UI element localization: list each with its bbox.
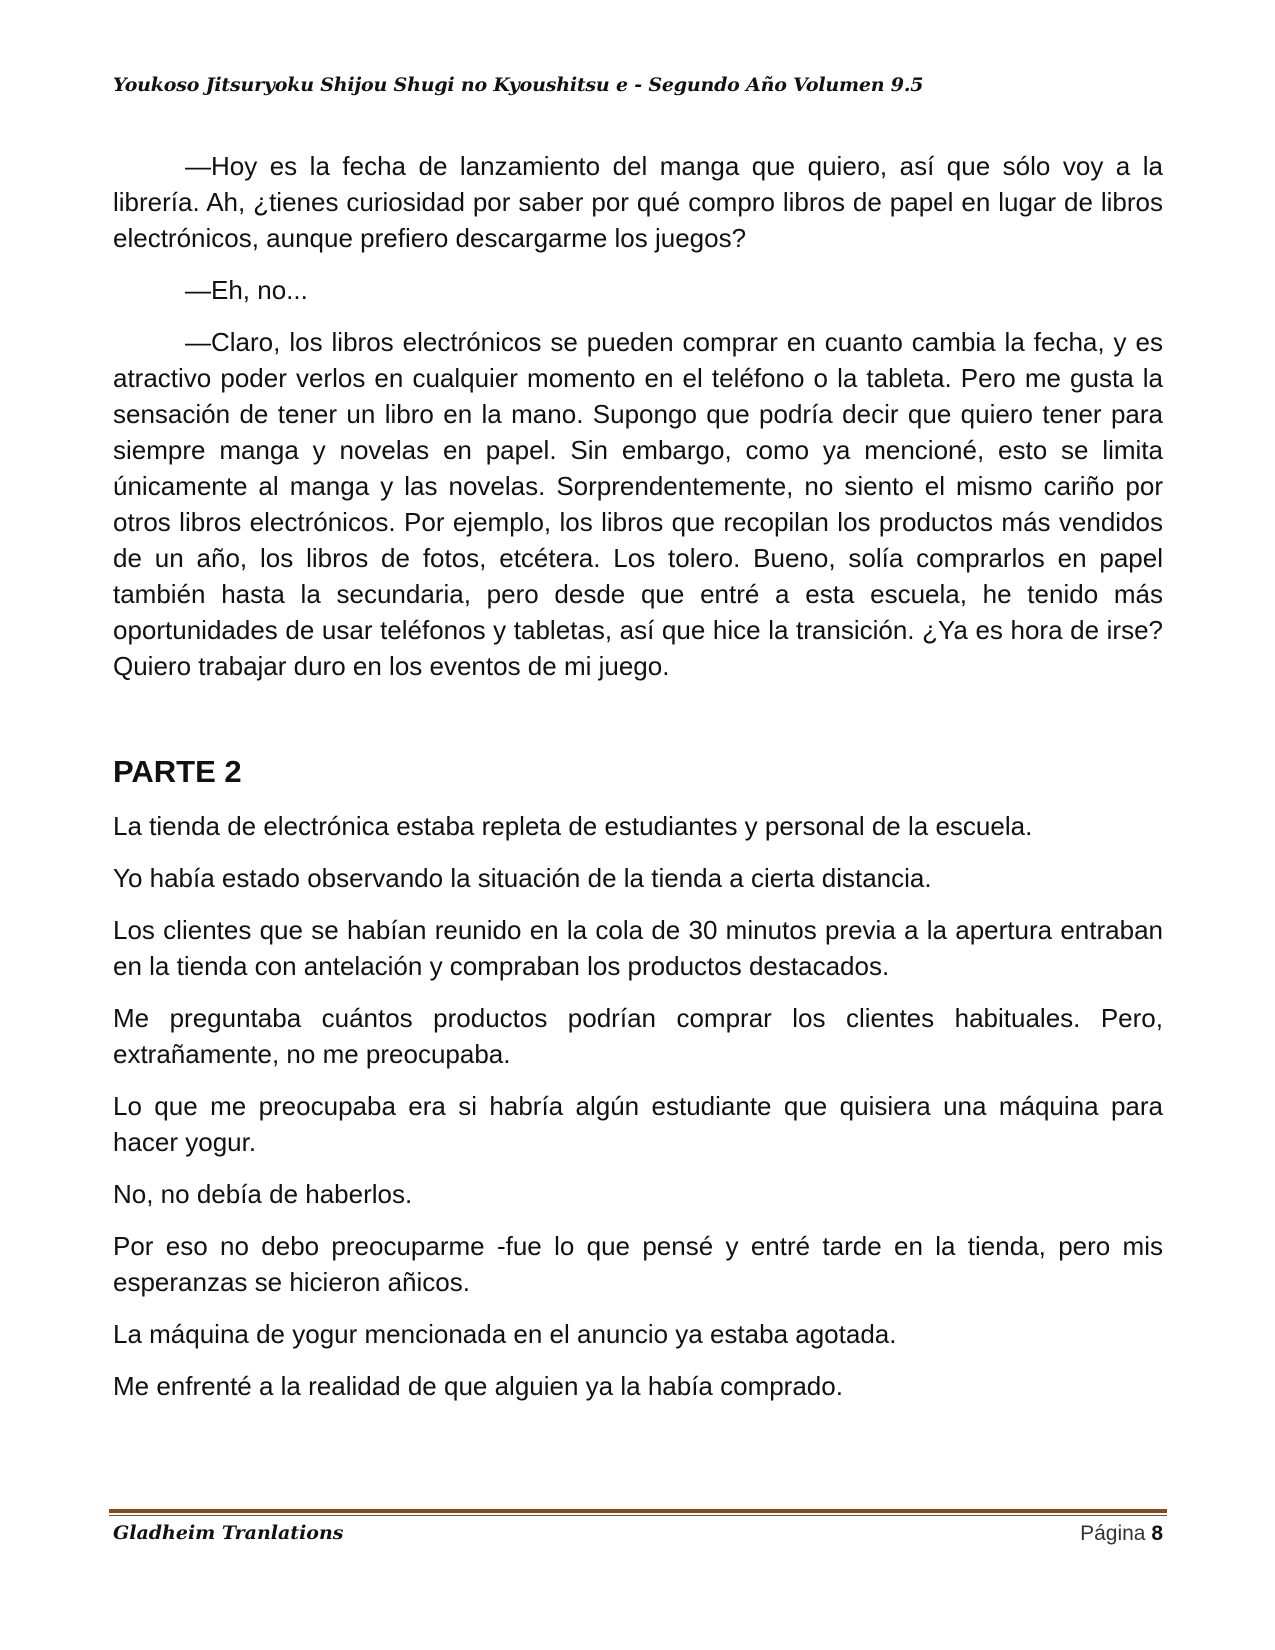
footer-divider (109, 1509, 1167, 1516)
footer-translator-credit: Gladheim Tranlations (113, 1522, 344, 1544)
running-header: Youkoso Jitsuryoku Shijou Shugi no Kyoushitsu e - Segundo Año Volumen 9.5 (113, 74, 924, 96)
body-text (113, 148, 1163, 1420)
narrative-paragraph: Me enfrenté a la realidad de que alguien ya la había comprado. (113, 1371, 843, 1401)
narrative-paragraph: La máquina de yogur mencionada en el anuncio ya estaba agotada. (113, 1319, 897, 1349)
page-label: Página (1080, 1522, 1146, 1545)
narrative-paragraph: Los clientes que se habían reunido en la cola de 30 minutos previa a la apertura entraban en la tienda con antelación y compraban los productos destacados. (113, 915, 1163, 981)
dialogue-paragraph: —Hoy es la fecha de lanzamiento del manga que quiero, así que sólo voy a la librería. Ah, ¿tienes curiosidad por saber por qué compro libros de papel en lugar de libros electrónicos, aunque prefiero descargarme los juegos? (113, 151, 1163, 253)
page-footer (113, 1522, 1163, 1550)
page-number-value: 8 (1151, 1522, 1163, 1545)
narrative-paragraph: Me preguntaba cuántos productos podrían comprar los clientes habituales. Pero, extrañamente, no me preocupaba. (113, 1003, 1163, 1069)
narrative-paragraph: Lo que me preocupaba era si habría algún estudiante que quisiera una máquina para hacer yogur. (113, 1091, 1163, 1157)
narrative-paragraph: Por eso no debo preocuparme -fue lo que pensé y entré tarde en la tienda, pero mis esperanzas se hicieron añicos. (113, 1231, 1163, 1297)
dialogue-paragraph: —Claro, los libros electrónicos se pueden comprar en cuanto cambia la fecha, y es atractivo poder verlos en cualquier momento en el teléfono o la tableta. Pero me gusta la sensación de tener un libro en la mano. Supongo que podría decir que quiero tener para siempre manga y novelas en papel. Sin embargo, como ya mencioné, esto se limita únicamente al manga y las novelas. Sorprendentemente, no siento el mismo cariño por otros libros electrónicos. Por ejemplo, los libros que recopilan los productos más vendidos de un año, los libros de fotos, etcétera. Los tolero. Bueno, solía comprarlos en papel también hasta la secundaria, pero desde que entré a esta escuela, he tenido más oportunidades de usar teléfonos y tabletas, así que hice la transición. ¿Ya es hora de irse? Quiero trabajar duro en los eventos de mi juego. (113, 327, 1163, 681)
dialogue-paragraph: —Eh, no... (185, 275, 308, 305)
section-heading: PARTE 2 (113, 754, 242, 789)
narrative-paragraph: La tienda de electrónica estaba repleta de estudiantes y personal de la escuela. (113, 811, 1033, 841)
page-number (1080, 1522, 1163, 1546)
narrative-paragraph: Yo había estado observando la situación de la tienda a cierta distancia. (113, 863, 932, 893)
narrative-paragraph: No, no debía de haberlos. (113, 1179, 413, 1209)
